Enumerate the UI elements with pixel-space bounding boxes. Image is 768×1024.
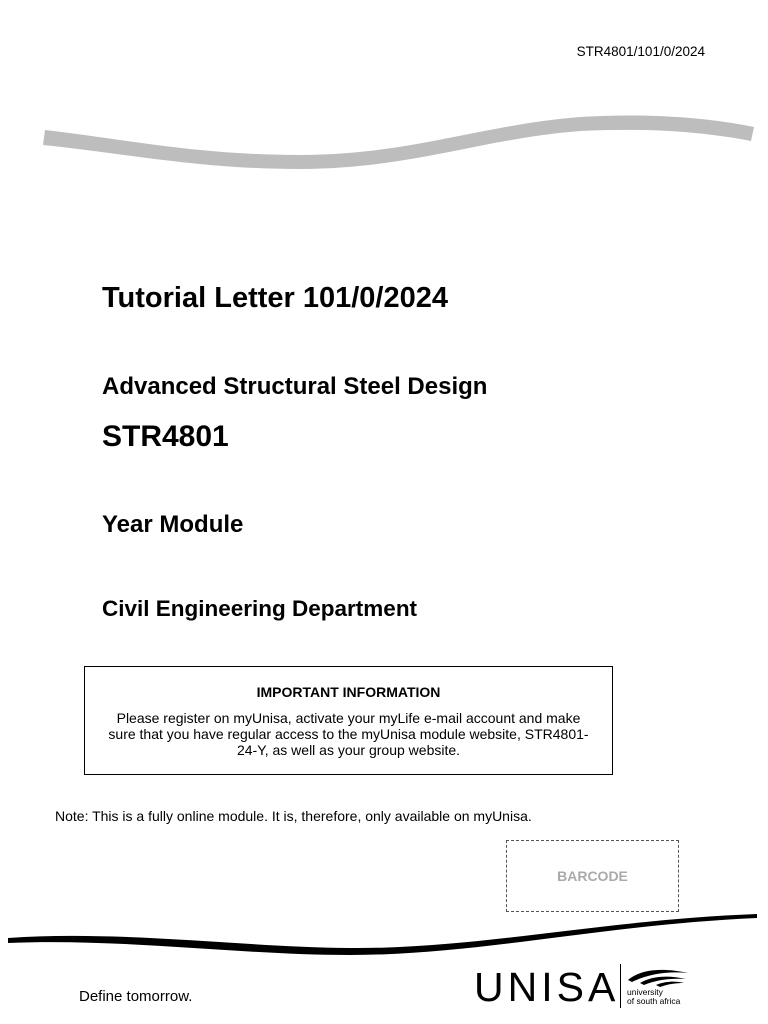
top-swoosh-decoration <box>0 100 768 180</box>
document-reference: STR4801/101/0/2024 <box>576 44 705 59</box>
logo-subtitle-line-1: university <box>627 987 663 997</box>
logo-divider <box>620 964 621 1008</box>
online-module-note: Note: This is a fully online module. It is, therefore, only available on myUnisa. <box>55 808 532 824</box>
barcode-placeholder <box>506 840 679 912</box>
important-information-heading: IMPORTANT INFORMATION <box>256 684 441 700</box>
module-code: STR4801 <box>102 420 229 453</box>
unisa-wordmark: UNISA <box>474 964 620 1010</box>
unisa-logo <box>474 962 719 1012</box>
barcode-label: BARCODE <box>557 868 628 884</box>
important-information-box <box>84 666 613 775</box>
logo-subtitle-line-2: of south africa <box>627 996 681 1006</box>
logo-subtitle <box>627 988 680 1006</box>
module-name: Advanced Structural Steel Design <box>102 373 488 400</box>
tagline: Define tomorrow. <box>79 988 193 1005</box>
module-type: Year Module <box>102 511 244 538</box>
bottom-swoosh-decoration <box>0 905 768 965</box>
department-name: Civil Engineering Department <box>102 596 418 621</box>
important-information-text: Please register on myUnisa, activate your myLife e-mail account and make sure that you have regular access to the myUnisa module website, STR4801-24-Y, as well as your group website. <box>108 710 589 758</box>
unisa-bird-icon <box>626 966 690 988</box>
tutorial-letter-title: Tutorial Letter 101/0/2024 <box>102 282 449 314</box>
